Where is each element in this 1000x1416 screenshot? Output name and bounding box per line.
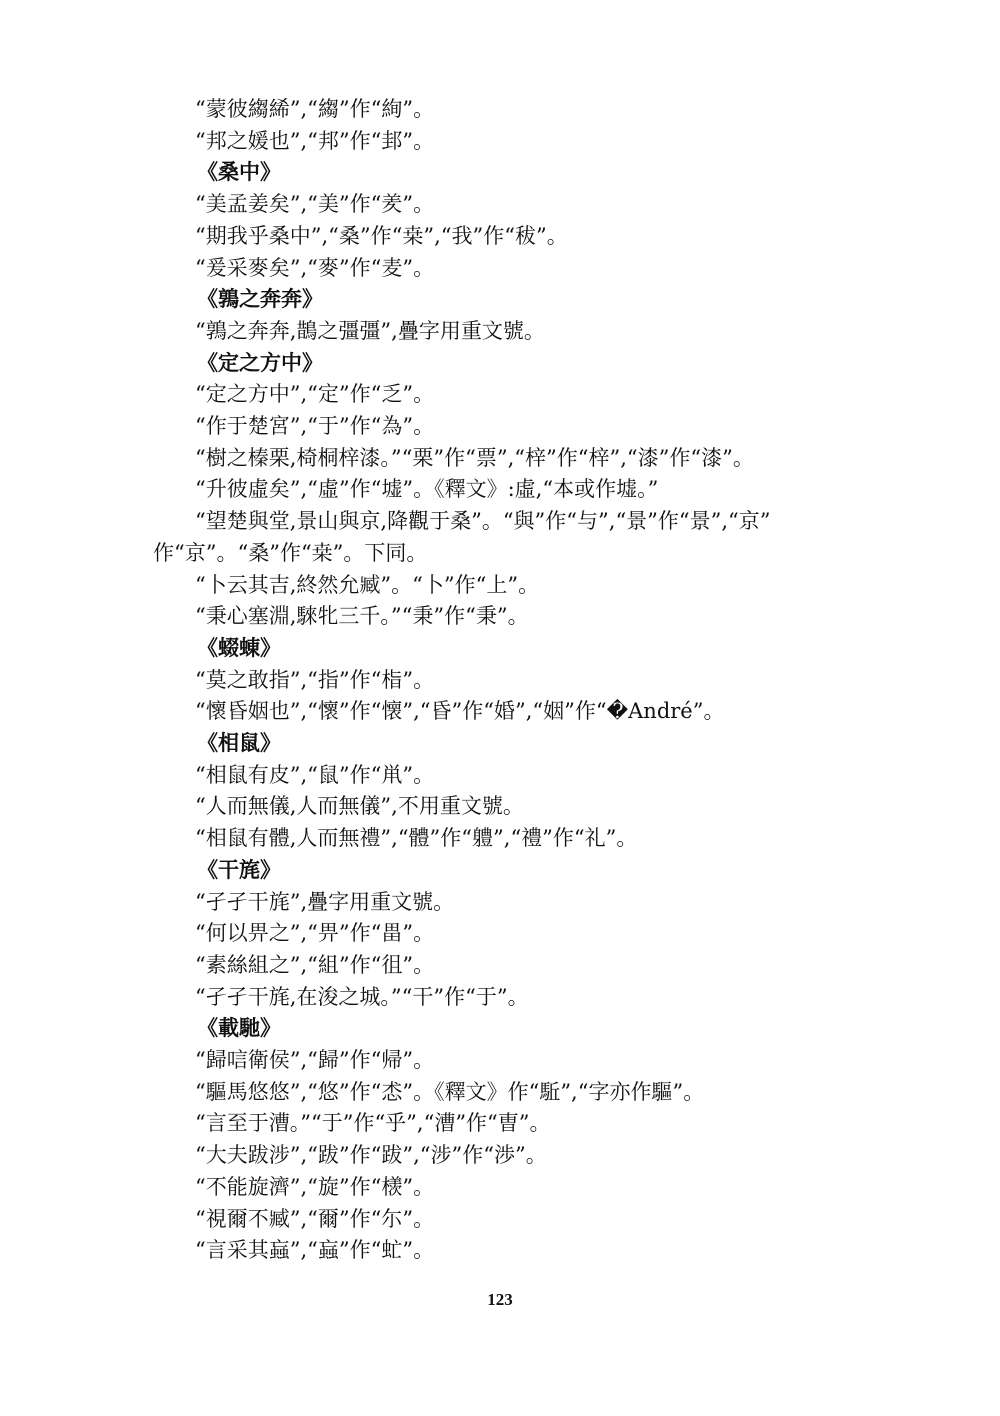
text-line: “望楚與堂,景山與京,降觀于桑”。“與”作“与”,“景”作“景”,“京” <box>195 509 771 534</box>
text-line: “美孟姜矣”,“美”作“羑”。 <box>195 192 435 217</box>
text-line: “孑孑干旄”,疊字用重文號。 <box>195 889 455 914</box>
text-line: “素絲組之”,“組”作“徂”。 <box>195 952 435 977</box>
section-heading: 《載馳》 <box>197 1015 281 1041</box>
text-line: “言至于漕。”“于”作“乎”,“漕”作“曺”。 <box>195 1111 551 1136</box>
text-line: “邦之媛也”,“邦”作“邽”。 <box>195 128 435 153</box>
section-heading: 《桑中》 <box>197 159 281 185</box>
text-line: “相鼠有皮”,“鼠”作“鼡”。 <box>195 762 435 787</box>
text-line: “大夫跋涉”,“跋”作“跋”,“涉”作“渉”。 <box>195 1143 547 1168</box>
text-line: “爰采麥矣”,“麥”作“麦”。 <box>195 255 435 280</box>
section-heading: 《干旄》 <box>197 856 281 882</box>
text-line: “莫之敢指”,“指”作“栺”。 <box>195 667 435 692</box>
text-line: “懷昏姻也”,“懷”作“懐”,“昏”作“婚”,“姻”作“�André”。 <box>195 699 725 724</box>
text-line: “樹之榛栗,椅桐梓漆。”“栗”作“票”,“梓”作“梓”,“漆”作“漆”。 <box>195 445 754 470</box>
text-line: “期我乎桑中”,“桑”作“桒”,“我”作“秡”。 <box>195 223 568 248</box>
text-line: “相鼠有體,人而無禮”,“體”作“軆”,“禮”作“礼”。 <box>195 826 638 851</box>
section-heading: 《蝃蝀》 <box>197 634 281 660</box>
text-line: “視爾不臧”,“爾”作“尓”。 <box>195 1206 435 1231</box>
section-heading: 《鶉之奔奔》 <box>197 286 323 312</box>
text-line: “升彼虛矣”,“虛”作“墟”。《釋文》:虛,“本或作墟。” <box>195 477 659 502</box>
text-line: “人而無儀,人而無儀”,不用重文號。 <box>195 794 524 819</box>
text-line: “鶉之奔奔,鵲之彊彊”,疊字用重文號。 <box>195 318 545 343</box>
text-line: “不能旋濟”,“旋”作“檨”。 <box>195 1174 435 1199</box>
page-number: 123 <box>487 1290 513 1309</box>
text-line: “秉心塞淵,騋牝三千。”“秉”作“秉”。 <box>195 604 529 629</box>
text-line: “何以畀之”,“畀”作“畕”。 <box>195 921 435 946</box>
text-line: “定之方中”,“定”作“乏”。 <box>195 382 435 407</box>
text-line: “歸唁衛侯”,“歸”作“帰”。 <box>195 1048 435 1072</box>
text-line: “孑孑干旄,在浚之城。”“干”作“于”。 <box>195 984 529 1009</box>
text-line: “卜云其吉,終然允臧”。“卜”作“上”。 <box>195 572 540 597</box>
section-heading: 《相鼠》 <box>197 730 281 755</box>
continuation-line: 作“京”。“桑”作“桒”。下同。 <box>153 540 428 565</box>
section-heading: 《定之方中》 <box>197 349 323 375</box>
text-line: “蒙彼縐絺”,“縐”作“絢”。 <box>195 97 435 121</box>
text-line: “言采其蝱”,“蝱”作“虻”。 <box>195 1238 435 1263</box>
text-line: “驅馬悠悠”,“悠”作“怸”。《釋文》作“駈”,“字亦作驅”。 <box>195 1079 705 1104</box>
text-line: “作于楚宮”,“于”作“為”。 <box>195 414 435 438</box>
